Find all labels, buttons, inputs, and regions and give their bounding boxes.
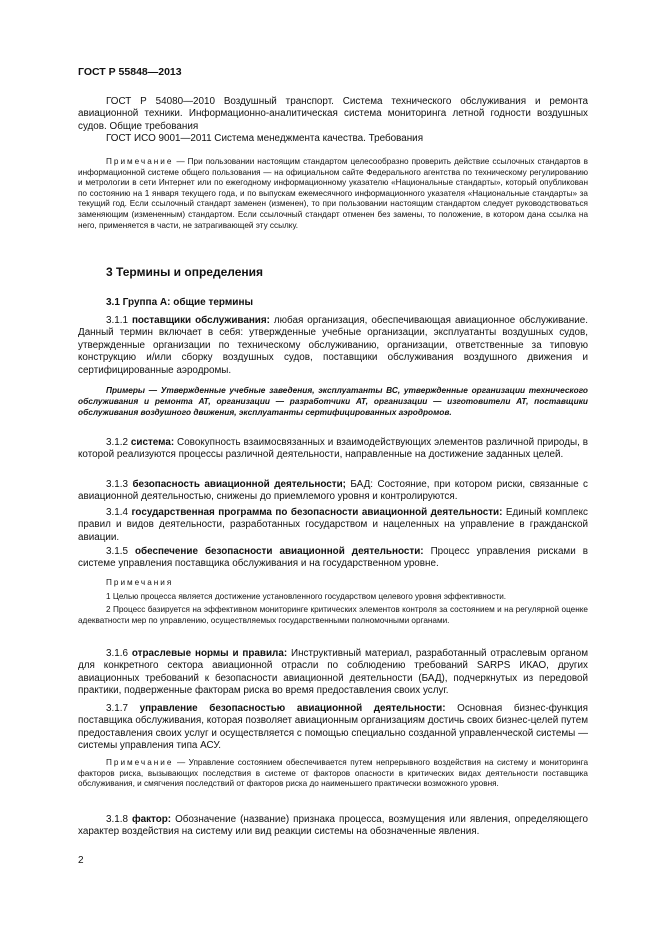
term-name: обеспечение безопасности авиационной деятельности: [134,546,424,557]
reference-note [78,157,588,231]
note-text: — При пользовании настоящим стандартом целесообразно проверить действие ссылочных стандартов в информационной системе общего пользования — на официальном сайте Федерального агентства по техническому регулированию и метрологии в сети Интернет или по ежегодному информационному указателю «Национальные стандарты», который опубликован по состоянию на 1 января текущего года, и по выпускам ежемесячного информационного указателя «Национальные стандарты» за текущий год. Если ссылочный стандарт заменен (изменен), то при пользовании настоящим стандартом следует руководствоваться заменяющим (измененным) стандартом. Если ссылочный стандарт отменен без замены, то положение, в котором дана ссылка на него, применяется в части, не затрагивающей эту ссылку. [78,157,588,230]
term-3-1-6: 3.1.6 отраслевые нормы и правила: Инструктивный материал, разработанный отраслевым органом для конкретного сектора авиационной отрасли по соблюдению требований SARPS ИКАО, других авиационных требований к безопасности авиационной деятельности (БАД), подчеркнутых из передовой практики, подверженные факторам риска во время предоставления своих услуг. [78,648,589,697]
term-name: система: [130,437,175,448]
term-3-1-3: 3.1.3 безопасность авиационной деятельности; БАД: Состояние, при котором риски, связанные с авиационной деятельностью, снижены до приемлемого уровня и контролируются. [78,479,588,503]
term-3-1-7: 3.1.7 управление безопасностью авиационной деятельности: Основная бизнес-функция поставщика обслуживания, которая позволяет авиационным организациям достичь своих бизнес-целей путем предоставления своих услуг и осуществляется с помощью специально созданной управленческой системы — системы управления типа АСУ. [78,703,588,752]
page-number: 2 [78,855,84,866]
term-definition: БАД: Состояние, при котором риски, связанные с авиационной деятельностью, снижены до приемлемого уровня и контролируются. [78,479,588,503]
term-definition: Инструктивный материал, разработанный отраслевым органом для конкретного сектора авиационной отрасли по соблюдению требований SARPS ИКАО, других авиационных требований к безопасности авиационной деятельности (БАД), подчеркнутых из передовой практики, подверженные факторам риска во время предоставления своих услуг. [78,648,589,697]
term-name: поставщики обслуживания: [131,315,270,326]
examples-text: Примеры — Утвержденные учебные заведения, эксплуатанты ВС, утвержденные организации технического обслуживания и ремонта АТ, организации — разработчики АТ, организации — изготовители АТ, поставщики обслуживания воздушного движения, эксплуатанты сертифицированных аэродромов. [78,385,588,417]
term-definition: Процесс управления рисками в системе управления поставщика обслуживания и на государственном уровне. [78,546,588,570]
examples-block [78,385,588,417]
term-definition: Единый комплекс правил и видов деятельности, разработанных государством и нацеленных на управление в гражданской авиации. [78,507,588,543]
term-3-1-4: 3.1.4 государственная программа по безопасности авиационной деятельности: Единый комплекс правил и видов деятельности, разработанных государством и нацеленных на управление в гражданской авиации. [78,507,588,543]
term-name: безопасность авиационной деятельности; [132,479,346,490]
note-item: 2 Процесс базируется на эффективном мониторинге критических элементов контроля за состоянием и на регулярной оценке адекватности мер по управлению, осуществляемых государственными полномочными органами. [78,605,588,625]
term-3-1-8: 3.1.8 фактор: Обозначение (название) признака процесса, возмущения или явления, определяющего характер воздействия на систему или вид реакции системы на обозначенные явления. [78,814,588,838]
note-text: — Управление состоянием обеспечивается путем непрерывного воздействия на систему и мониторинга факторов риска, вызывающих последствия в системе от факторов опасности в критических видах деятельности поставщика обслуживания, и смягчения последствий от факторов риска до наименьшего практически возможного уровня. [78,758,588,789]
term-3-1-2: 3.1.2 система: Совокупность взаимосвязанных и взаимодействующих элементов различной природы, в которой реализуются процессы различной деятельности, направленные на достижение заданных целей. [78,437,588,461]
notes-3-1-5 [78,578,588,626]
subsection-title: 3.1 Группа А: общие термины [106,297,254,308]
term-3-1-5: 3.1.5 обеспечение безопасности авиационной деятельности: Процесс управления рисками в системе управления поставщика обслуживания и на государственном уровне. [78,546,588,570]
term-definition: любая организация, обеспечивающая авиационное обслуживание. Данный термин включает в себя: утвержденные учебные организации, эксплуатанты воздушных судов, утвержденные организации по техническому обслуживанию, организации, ответственные за типовую конструкцию и/или сборку воздушных судов, поставщики обслуживания воздушного движения и сертифицированные аэродромы. [78,315,588,376]
term-name: управление безопасностью авиационной деятельности: [139,703,446,714]
reference-gost-iso-9001: ГОСТ ИСО 9001—2011 Система менеджмента качества. Требования [106,133,424,145]
notes-label: Примечания [106,578,174,587]
term-definition: Основная бизнес-функция поставщика обслуживания, которая позволяет авиационным организациям достичь своих бизнес-целей путем предоставления своих услуг и осуществляется с помощью специально созданной управленческой системы — системы управления типа АСУ. [78,703,588,752]
term-name: отраслевые нормы и правила: [131,648,288,659]
note-label: Примечание [106,758,174,767]
normative-references [78,96,588,146]
section-title: 3 Термины и определения [106,265,264,279]
note-3-1-7 [78,758,588,790]
note-label: Примечание [106,157,174,166]
note-item: 1 Целью процесса является достижение установленного государством целевого уровня эффективности. [106,591,507,601]
reference-gost-54080: ГОСТ Р 54080—2010 Воздушный транспорт. Система технического обслуживания и ремонта авиационной техники. Информационно-аналитическая система мониторинга летной годности воздушных судов. Общие требования [78,96,588,132]
term-definition: Обозначение (название) признака процесса, возмущения или явления, определяющего характер воздействия на систему или вид реакции системы на обозначенные явления. [78,814,588,838]
term-name: государственная программа по безопасности авиационной деятельности: [131,507,503,518]
term-name: фактор: [131,814,172,825]
term-3-1-1: 3.1.1 поставщики обслуживания: любая организация, обеспечивающая авиационное обслуживание. Данный термин включает в себя: утвержденные учебные организации, эксплуатанты воздушных судов, утвержденные организации по техническому обслуживанию, организации, ответственные за типовую конструкцию и/или сборку воздушных судов, поставщики обслуживания воздушного движения и сертифицированные аэродромы. [78,315,588,376]
document-header: ГОСТ Р 55848—2013 [78,66,182,78]
term-definition: Совокупность взаимосвязанных и взаимодействующих элементов различной природы, в которой реализуются процессы различной деятельности, направленные на достижение заданных целей. [78,437,588,461]
